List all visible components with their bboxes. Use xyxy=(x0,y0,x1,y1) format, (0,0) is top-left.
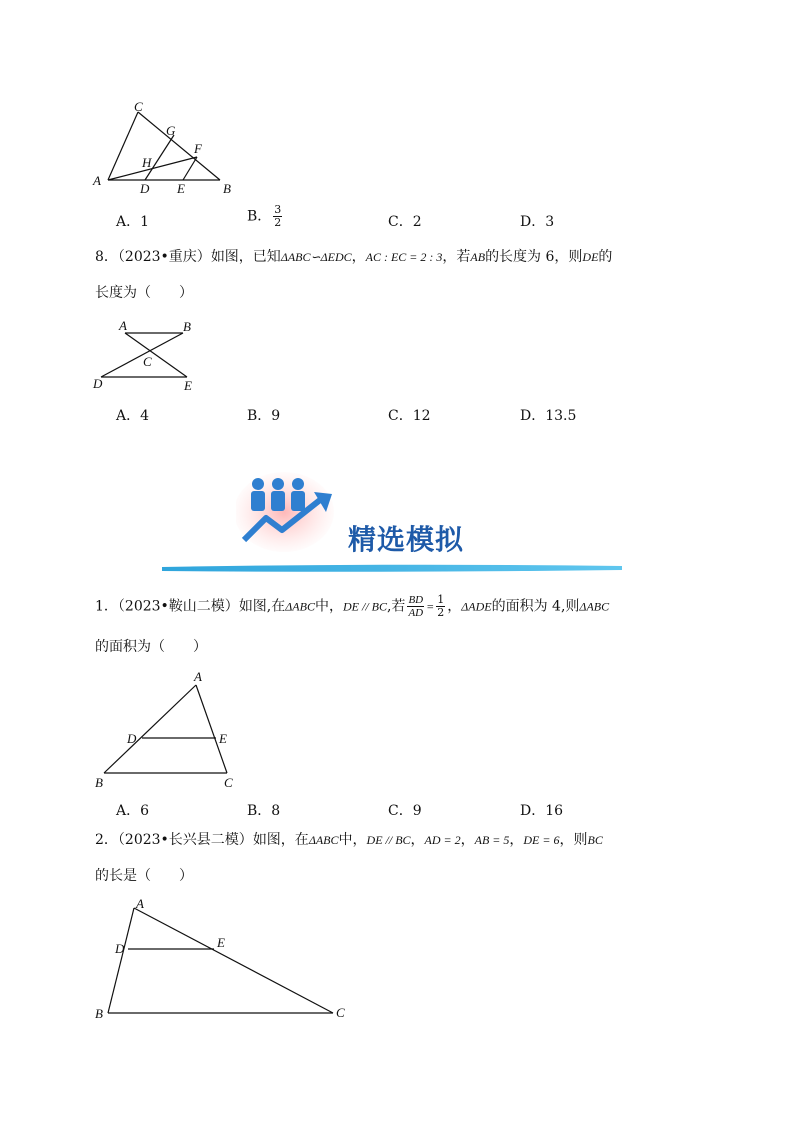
math-parallel: DE // BC xyxy=(366,833,411,847)
option-value: 13.5 xyxy=(545,408,577,424)
option-letter: A． xyxy=(116,803,141,819)
question-source: （2023•重庆） xyxy=(117,249,211,265)
option-letter: D． xyxy=(520,803,546,819)
math-triangle: ΔADE xyxy=(461,599,492,614)
math-fraction-1-2 xyxy=(436,594,445,619)
q7-figure xyxy=(90,95,250,200)
s1-option-d[interactable] xyxy=(520,800,563,820)
question-text: 的面积为 4,则 xyxy=(491,598,580,615)
math-parallel: DE // BC xyxy=(342,599,387,614)
q7-option-d[interactable] xyxy=(520,211,554,231)
option-letter: D． xyxy=(520,408,546,424)
s2-question-line2: 的长是（ ） xyxy=(95,868,193,884)
q8-label-c: C xyxy=(143,354,152,369)
s2-label-e: E xyxy=(217,935,225,950)
q8-question-line2: 长度为（ ） xyxy=(95,285,193,301)
question-text: 中， xyxy=(314,598,343,615)
q7-label-h: H xyxy=(142,155,152,170)
question-number: 8． xyxy=(95,249,118,265)
math-equals: = xyxy=(426,599,435,614)
question-text: ， xyxy=(460,832,475,848)
option-fraction xyxy=(273,204,282,229)
fraction-numerator: 3 xyxy=(274,203,282,216)
s1-label-a: A xyxy=(194,669,202,684)
question-text: ， xyxy=(410,832,425,848)
question-text: 的 xyxy=(598,249,613,265)
section-title: 精选模拟 xyxy=(348,523,465,556)
question-text: 如图,在 xyxy=(238,598,286,615)
s1-label-e: E xyxy=(219,731,227,746)
q7-label-d: D xyxy=(140,181,150,196)
s1-question-line2: 的面积为（ ） xyxy=(95,639,207,655)
option-value: 8 xyxy=(271,803,281,819)
math-similarity: ΔABC∽ΔEDC xyxy=(280,250,352,264)
question-text: ， xyxy=(509,832,524,848)
s2-label-c: C xyxy=(336,1005,345,1020)
fraction-denominator: AD xyxy=(408,607,424,619)
option-value: 16 xyxy=(545,803,564,819)
math-ab: AB xyxy=(470,250,486,264)
question-text: 中， xyxy=(338,832,367,848)
math-ab: AB = 5 xyxy=(474,833,510,847)
s1-figure xyxy=(90,665,250,795)
s2-label-b: B xyxy=(95,1006,103,1021)
q8-label-a: A xyxy=(119,318,127,333)
q7-label-f: F xyxy=(194,141,202,156)
s2-label-a: A xyxy=(136,896,144,911)
math-de: DE xyxy=(582,250,599,264)
q8-figure xyxy=(90,315,210,400)
question-text: 如图，已知 xyxy=(210,249,281,265)
q8-option-d[interactable] xyxy=(520,405,576,425)
option-value: 3 xyxy=(545,214,555,230)
q8-label-e: E xyxy=(184,378,192,393)
q7-label-c: C xyxy=(134,99,143,114)
q8-option-a[interactable] xyxy=(116,405,149,425)
fraction-denominator: 2 xyxy=(437,606,445,619)
q7-label-g: G xyxy=(166,123,176,138)
math-ratio: AC : EC = 2 : 3 xyxy=(365,250,443,264)
fraction-numerator: BD xyxy=(408,594,424,606)
q7-label-b: B xyxy=(223,181,231,196)
option-letter: C． xyxy=(388,214,413,230)
math-bc: BC xyxy=(587,833,603,847)
q8-label-d: D xyxy=(93,376,103,391)
s1-label-d: D xyxy=(127,731,137,746)
q7-segment-af xyxy=(108,157,197,180)
option-letter: C． xyxy=(388,803,413,819)
math-triangle: ΔABC xyxy=(579,599,610,614)
option-value: 2 xyxy=(412,214,422,230)
q8-option-b[interactable] xyxy=(247,405,280,425)
s1-label-b: B xyxy=(95,775,103,790)
question-text: ， xyxy=(447,598,462,615)
s1-option-b[interactable] xyxy=(247,800,280,820)
question-text: ，则 xyxy=(559,832,588,848)
s1-option-a[interactable] xyxy=(116,800,149,820)
math-triangle: ΔABC xyxy=(285,599,315,614)
option-value: 1 xyxy=(140,214,150,230)
s2-label-d: D xyxy=(115,941,125,956)
question-text: ， xyxy=(351,249,366,265)
q8-label-b: B xyxy=(183,319,191,334)
s1-segment-ac xyxy=(196,685,227,773)
option-value: 4 xyxy=(140,408,150,424)
option-letter: B． xyxy=(247,208,272,225)
question-number: 2． xyxy=(95,832,118,848)
option-value: 6 xyxy=(140,803,150,819)
question-source: （2023•长兴县二模） xyxy=(117,832,253,848)
fraction-denominator: 2 xyxy=(274,216,282,229)
option-letter: B． xyxy=(247,803,272,819)
q7-option-c[interactable] xyxy=(388,211,422,231)
section-divider xyxy=(162,563,622,573)
option-letter: A． xyxy=(116,214,141,230)
s2-segment-ab xyxy=(108,908,134,1013)
s1-segment-ab xyxy=(104,685,196,773)
question-number: 1． xyxy=(95,598,118,615)
option-letter: D． xyxy=(520,214,546,230)
s2-segment-ac xyxy=(134,908,333,1013)
people-growth-icon xyxy=(236,470,340,554)
s1-question-line1 xyxy=(95,594,609,619)
option-letter: B． xyxy=(247,408,272,424)
s2-question-line1 xyxy=(95,830,603,850)
math-de: DE = 6 xyxy=(523,833,560,847)
option-letter: A． xyxy=(116,408,141,424)
question-text: 的长度为 6，则 xyxy=(485,249,583,265)
math-triangle: ΔABC xyxy=(308,833,339,847)
math-ad: AD = 2 xyxy=(424,833,461,847)
q7-option-b[interactable] xyxy=(247,204,284,229)
q7-label-a: A xyxy=(93,173,101,188)
question-text: ，若 xyxy=(442,249,471,265)
question-source: （2023•鞍山二模） xyxy=(117,598,239,615)
q7-label-e: E xyxy=(177,181,185,196)
fraction-numerator: 1 xyxy=(437,593,445,606)
q8-segment-bd xyxy=(101,333,183,377)
q8-question-line1 xyxy=(95,247,612,267)
s1-label-c: C xyxy=(224,775,233,790)
option-value: 9 xyxy=(271,408,281,424)
q7-segment-ac xyxy=(108,112,138,180)
q7-option-a[interactable] xyxy=(116,211,149,231)
s2-figure xyxy=(90,890,360,1030)
math-fraction-bd-ad xyxy=(407,594,424,619)
option-value: 12 xyxy=(412,408,431,424)
q8-option-c[interactable] xyxy=(388,405,431,425)
option-value: 9 xyxy=(412,803,422,819)
q8-segment-ae xyxy=(125,333,187,377)
option-letter: C． xyxy=(388,408,413,424)
question-text: 如图，在 xyxy=(252,832,309,848)
s1-option-c[interactable] xyxy=(388,800,422,820)
question-text: ,若 xyxy=(386,598,406,615)
